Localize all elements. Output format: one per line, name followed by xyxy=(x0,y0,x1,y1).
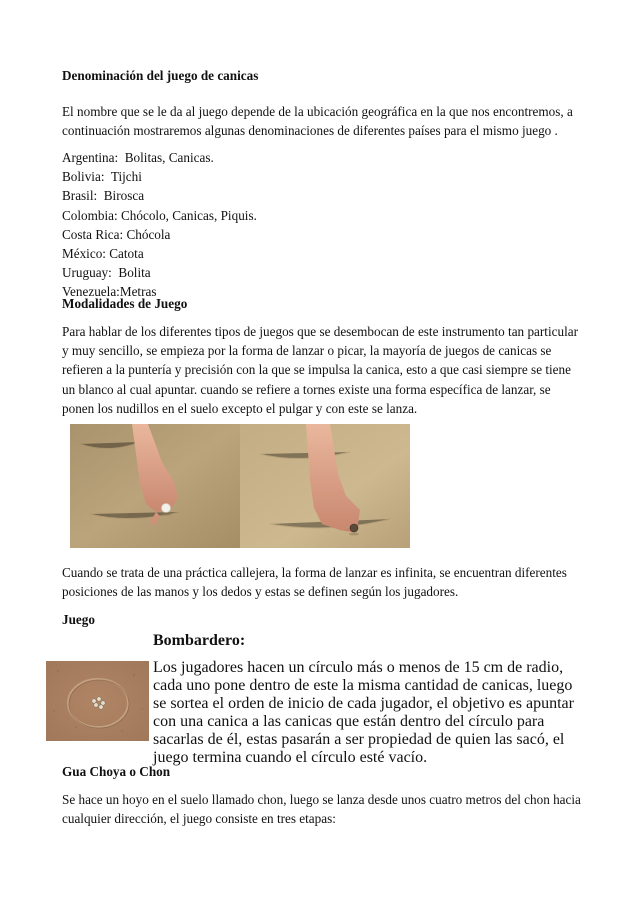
paragraph-bombardero: Los jugadores hacen un círculo más o menos de 15 cm de radio, cada uno pone dentro de este la misma cantidad de canicas, luego se sortea el orden de inicio de cada jugador, el objetivo es apuntar con una canica a las canicas que están dentro del círculo para sacarlas de él, estas pasarán a ser propiedad de quien las sacó, el juego termina cuando el círculo esté vacío. xyxy=(153,659,574,766)
hands-throwing-marbles-image xyxy=(70,424,410,548)
list-item: México: Catota xyxy=(62,246,144,262)
heading-modalidades: Modalidades de Juego xyxy=(62,296,188,311)
heading-gua-choya: Gua Choya o Chon xyxy=(62,764,171,779)
paragraph-gua-choya: Se hace un hoyo en el suelo llamado chon, luego se lanza desde unos cuatro metros del chon hacia cualquier dirección, el juego consiste en tres etapas: xyxy=(62,792,581,827)
hands-photo xyxy=(70,424,410,548)
marble-circle-image xyxy=(46,661,149,741)
country-list xyxy=(62,148,582,302)
list-item: Venezuela:Metras xyxy=(62,284,157,300)
list-item: Uruguay: Bolita xyxy=(62,265,151,281)
paragraph-intro: El nombre que se le da al juego depende de la ubicación geográfica en la que nos encontremos, a continuación mostraremos algunas denominaciones de diferentes países para el mismo juego . xyxy=(62,104,573,139)
list-item: Brasil: Birosca xyxy=(62,188,145,204)
list-item: Argentina: Bolitas, Canicas. xyxy=(62,150,214,165)
paragraph-practica-callejera: Cuando se trata de una práctica callejera, la forma de lanzar es infinita, se encuentran diferentes posiciones de las manos y los dedos y estas se definen según los jugadores. xyxy=(62,565,567,600)
list-item: Bolivia: Tijchi xyxy=(62,169,142,185)
heading-juego: Juego xyxy=(62,612,95,627)
subheading-bombardero: Bombardero: xyxy=(153,632,246,649)
list-item: Costa Rica: Chócola xyxy=(62,226,171,242)
list-item: Colombia: Chócolo, Canicas, Piquis. xyxy=(62,207,257,223)
heading-denominacion: Denominación del juego de canicas xyxy=(62,68,259,83)
bombardero-block xyxy=(153,632,581,767)
marble-circle-photo xyxy=(46,661,149,741)
paragraph-modalidades: Para hablar de los diferentes tipos de juegos que se desembocan de este instrumento tan particular y muy sencillo, se empieza por la forma de lanzar o picar, la mayoría de juegos de canicas se refieren a la puntería y precisión con la que se impulsa la canica, esto a que casi siempre se tiene un blanco al cual apuntar. cuando se refiere a tornes existe una forma específica de lanzar, se ponen los nudillos en el suelo excepto el pulgar y con este se lanza. xyxy=(62,324,578,416)
